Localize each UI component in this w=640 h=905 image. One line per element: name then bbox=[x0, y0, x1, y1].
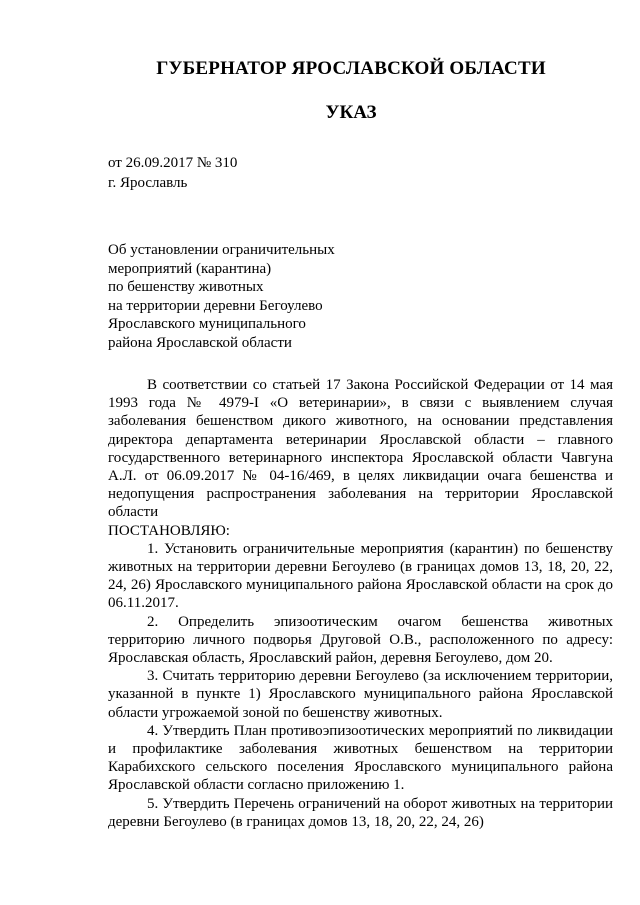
document-meta bbox=[108, 153, 237, 193]
preamble-paragraph: В соответствии со статьей 17 Закона Российской Федерации от 14 мая 1993 года № 4979-I «О ветеринарии», в связи с выявлением случая заболевания бешенством дикого животного, на основании представления директора департамента ветеринарии Ярославской области – главного государственного ветеринарного инспектора Ярославской области Чавгуна А.Л. от 06.09.2017 № 04-16/469, в целях ликвидации очага бешенства и недопущения распространения заболевания на территории Ярославской области bbox=[108, 377, 613, 521]
title-line: мероприятий (карантина) bbox=[108, 260, 272, 277]
decree-body bbox=[108, 376, 613, 831]
title-line: Ярославского муниципального bbox=[108, 316, 306, 332]
title-line: по бешенству животных bbox=[108, 279, 264, 295]
decree-item-3: 3. Считать территорию деревни Бегоулево (за исключением территории, указанной в пункте 1) Ярославского муниципального района Ярославской области угрожаемой зоной по бешенству животных. bbox=[108, 668, 613, 721]
decree-item-2: 2. Определить эпизоотическим очагом бешенства животных территорию личного подворья Друговой О.В., расположенного по адресу: Ярославская область, Ярославский район, деревня Бегоулево, дом 20. bbox=[108, 613, 613, 667]
title-line: на территории деревни Бегоулево bbox=[108, 297, 323, 314]
title-line: района Ярославской области bbox=[108, 334, 292, 351]
decree-word: ПОСТАНОВЛЯЮ: bbox=[108, 522, 230, 539]
decree-title bbox=[108, 241, 335, 352]
document-type-heading: УКАЗ bbox=[325, 102, 377, 123]
decree-item-4: 4. Утвердить План противоэпизоотических мероприятий по ликвидации и профилактике заболевания животных бешенством на территории Карабихского сельского поселения Ярославского муниципального района Ярославской области согласно приложению 1. bbox=[108, 722, 613, 794]
issue-city: г. Ярославль bbox=[108, 175, 188, 191]
title-line: Об установлении ограничительных bbox=[108, 242, 335, 258]
decree-item-5: 5. Утвердить Перечень ограничений на оборот животных на территории деревни Бегоулево (в границах домов 13, 18, 20, 22, 24, 26) bbox=[108, 795, 613, 830]
decree-item-1: 1. Установить ограничительные мероприятия (карантин) по бешенству животных на территории деревни Бегоулево (в границах домов 13, 18, 20, 22, 24, 26) Ярославского муниципального района Ярославской области на срок до 06.11.2017. bbox=[108, 540, 613, 612]
date-and-number: от 26.09.2017 № 310 bbox=[108, 155, 238, 171]
issuing-authority-heading: ГУБЕРНАТОР ЯРОСЛАВСКОЙ ОБЛАСТИ bbox=[156, 58, 546, 79]
